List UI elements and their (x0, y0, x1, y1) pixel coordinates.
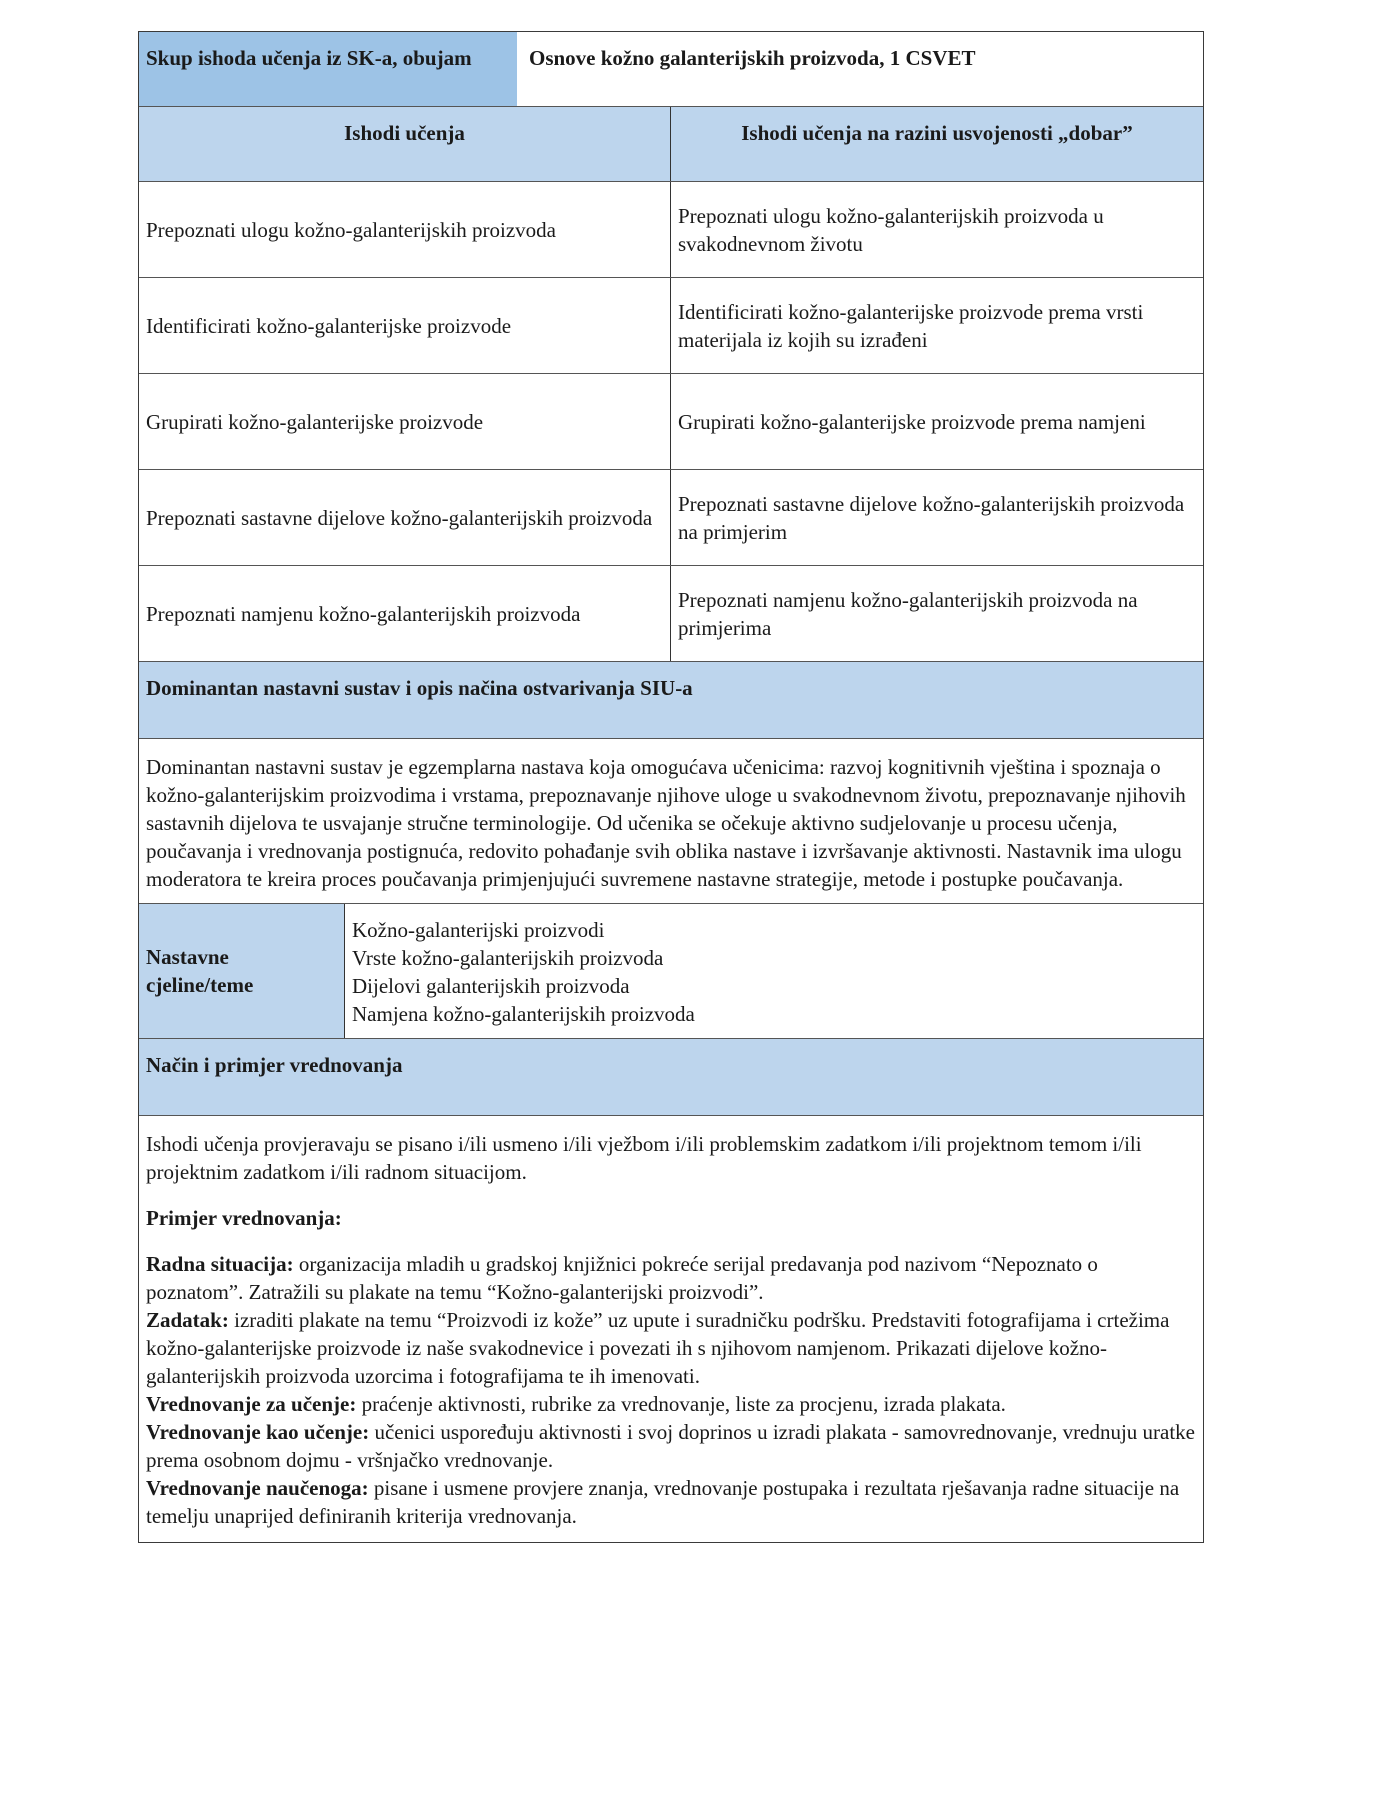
evaluation-heading: Način i primjer vrednovanja (146, 1053, 403, 1077)
topic-item: Vrste kožno-galanterijskih proizvoda (352, 946, 664, 970)
evaluation-item (146, 1250, 1196, 1306)
good-level-cell: Prepoznati namjenu kožno-galanterijskih proizvoda na primjerima (678, 587, 1138, 640)
evaluation-body (139, 1116, 1203, 1542)
col-header-good-level: Ishodi učenja na razini usvojenosti „dobar” (741, 121, 1133, 145)
title-label: Skup ishoda učenja iz SK-a, obujam (139, 32, 517, 106)
evaluation-item (146, 1390, 1196, 1418)
outcome-row (139, 182, 1203, 278)
outcome-cell: Identificirati kožno-galanterijske proizvode (139, 278, 671, 373)
evaluation-item-text: organizacija mladih u gradskoj knjižnici pokreće serijal predavanja pod nazivom “Nepoznato o poznatom”. Zatražili su plakate na temu “Kožno-galanterijski proizvodi”. (146, 1252, 1098, 1304)
evaluation-item-label: Radna situacija: (146, 1252, 294, 1276)
outcome-cell: Grupirati kožno-galanterijske proizvode (139, 374, 671, 469)
teaching-system-heading: Dominantan nastavni sustav i opis načina ostvarivanja SIU-a (146, 676, 693, 700)
good-level-cell: Prepoznati ulogu kožno-galanterijskih proizvoda u svakodnevnom životu (678, 203, 1104, 256)
evaluation-item-text: učenici uspoređuju aktivnosti i svoj doprinos u izradi plakata - samovrednovanje, vrednuju uratke prema osobnom dojmu - vršnjačko vrednovanje. (146, 1420, 1196, 1472)
outcome-row (139, 278, 1203, 374)
title-value: Osnove kožno galanterijskih proizvoda, 1 CSVET (529, 46, 976, 70)
evaluation-header-row (139, 1039, 1203, 1116)
topic-item: Namjena kožno-galanterijskih proizvoda (352, 1002, 695, 1026)
evaluation-item-text: pisane i usmene provjere znanja, vrednovanje postupaka i rezultata rješavanja radne situacije na temelju unaprijed definiranih kriterija vrednovanja. (146, 1476, 1180, 1528)
topics-list (345, 904, 1203, 1038)
outcome-row (139, 374, 1203, 470)
evaluation-item-label: Vrednovanje za učenje: (146, 1392, 357, 1416)
evaluation-item (146, 1418, 1196, 1474)
col-header-outcomes: Ishodi učenja (139, 107, 671, 181)
outcome-cell: Prepoznati namjenu kožno-galanterijskih proizvoda (139, 566, 671, 661)
title-row (139, 32, 1203, 107)
curriculum-table (138, 31, 1204, 1543)
topic-item: Kožno-galanterijski proizvodi (352, 918, 605, 942)
evaluation-item-label: Zadatak: (146, 1308, 229, 1332)
teaching-system-header-row (139, 662, 1203, 739)
topics-label: Nastavne cjeline/teme (139, 904, 345, 1038)
good-level-cell: Prepoznati sastavne dijelove kožno-galanterijskih proizvoda na primjerim (678, 491, 1185, 544)
evaluation-intro: Ishodi učenja provjeravaju se pisano i/ili usmeno i/ili vježbom i/ili problemskim zadatkom i/ili projektnom temom i/ili projektnim zadatkom i/ili radnom situacijom. (146, 1132, 1142, 1184)
topic-item: Dijelovi galanterijskih proizvoda (352, 974, 630, 998)
outcome-row (139, 566, 1203, 662)
outcome-row (139, 470, 1203, 566)
evaluation-example-heading: Primjer vrednovanja: (146, 1206, 342, 1230)
evaluation-item (146, 1474, 1196, 1530)
evaluation-item-text: praćenje aktivnosti, rubrike za vrednovanje, liste za procjenu, izrada plakata. (356, 1392, 1006, 1416)
evaluation-row (139, 1116, 1203, 1542)
evaluation-item-label: Vrednovanje kao učenje: (146, 1420, 370, 1444)
teaching-system-text: Dominantan nastavni sustav je egzemplarna nastava koja omogućava učenicima: razvoj kognitivnih vještina i spoznaja o kožno-galanterijskim proizvodima i vrstama, prepoznavanje njihove uloge u svakodnevnom životu, prepoznavanje njihovih sastavnih dijelova te usvajanje stručne terminologije. Od učenika se očekuje aktivno sudjelovanje u procesu učenja, poučavanja i vrednovanja postignuća, redovito pohađanje svih oblika nastave i izvršavanje aktivnosti. Nastavnik ima ulogu moderatora te kreira proces poučavanja primjenjujući suvremene nastavne strategije, metode i postupke poučavanja. (146, 755, 1186, 891)
good-level-cell: Identificirati kožno-galanterijske proizvode prema vrsti materijala iz kojih su izrađeni (678, 299, 1144, 352)
outcome-cell: Prepoznati ulogu kožno-galanterijskih proizvoda (139, 182, 671, 277)
outcome-cell: Prepoznati sastavne dijelove kožno-galanterijskih proizvoda (139, 470, 671, 565)
good-level-cell: Grupirati kožno-galanterijske proizvode prema namjeni (678, 409, 1146, 434)
evaluation-item-label: Vrednovanje naučenoga: (146, 1476, 369, 1500)
topics-row (139, 904, 1203, 1039)
teaching-system-row (139, 739, 1203, 904)
outcomes-header-row (139, 107, 1203, 182)
evaluation-item (146, 1306, 1196, 1390)
evaluation-item-text: izraditi plakate na temu “Proizvodi iz kože” uz upute i suradničku podršku. Predstaviti fotografijama i crtežima kožno-galanterijske proizvode iz naše svakodnevice i povezati ih s njihovom namjenom. Prikazati dijelove kožno-galanterijskih proizvoda uzorcima i fotografijama te ih imenovati. (146, 1308, 1170, 1388)
